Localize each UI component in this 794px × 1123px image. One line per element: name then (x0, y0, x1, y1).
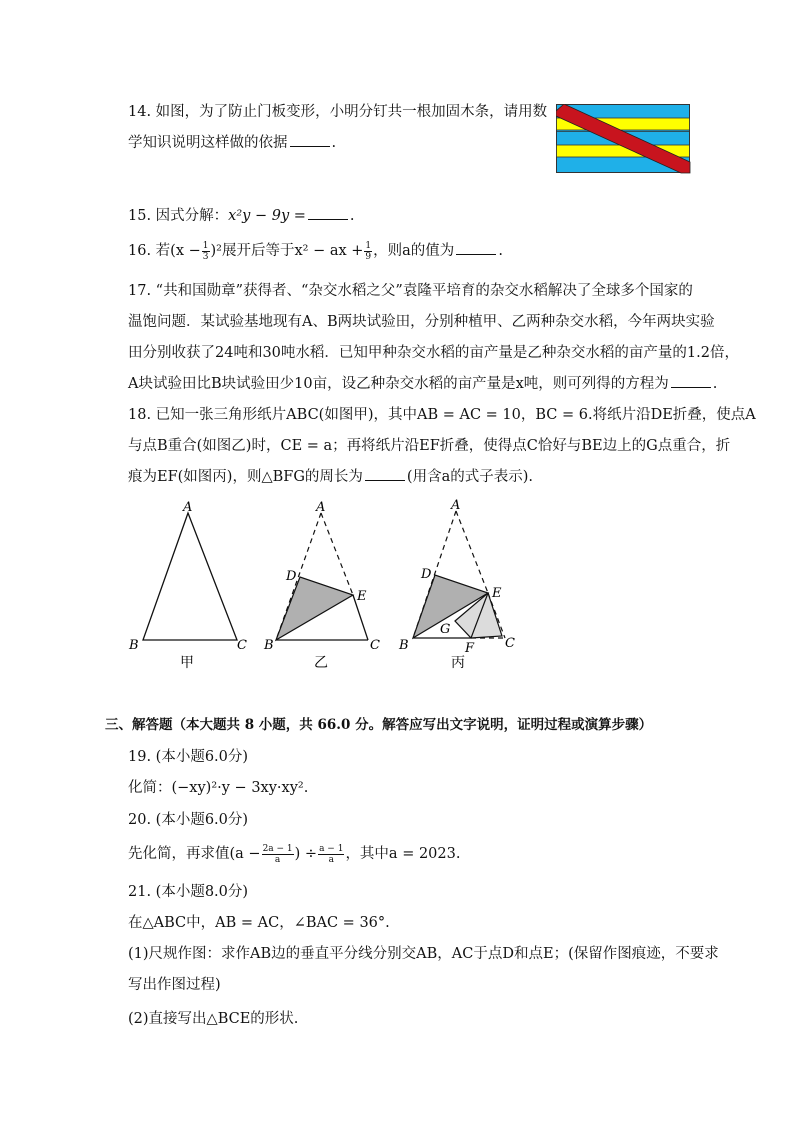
section-3-title: 三、解答题（本大题共 8 小题，共 66.0 分。解答应写出文字说明，证明过程或演算步骤） (105, 717, 653, 733)
q17-line4: A块试验田比B块试验田少10亩，设乙种杂交水稻的亩产量是x吨，则可列得的方程为 . (128, 373, 717, 395)
label-G: G (440, 622, 451, 637)
q20-fraction-1: $\frac{2a - 1}{a}$ (262, 843, 293, 865)
figure-bing (393, 493, 528, 675)
q17-line3: 田分别收获了24吨和30吨水稻．已知甲种杂交水稻的亩产量是乙种杂交水稻的亩产量的1.2倍， (128, 345, 739, 361)
door-board-figure (556, 104, 691, 174)
label-A: A (183, 500, 193, 515)
label-B: B (399, 638, 409, 653)
q20-head: 20. (本小题6.0分) (128, 812, 249, 828)
q14-line1: 14. 如图，为了防止门板变形，小明分钉共一根加固木条，请用数 (128, 104, 548, 120)
caption-yi: 乙 (314, 655, 328, 671)
label-C: C (237, 638, 247, 653)
label-B: B (264, 638, 274, 653)
q21-line3: 写出作图过程) (128, 977, 221, 993)
q16-answer-blank (456, 240, 496, 255)
label-A: A (316, 500, 326, 515)
label-B: B (129, 638, 139, 653)
q17-answer-blank (671, 373, 711, 388)
q16: 16. 若(x − $\frac{1}{3}$ )²展开后等于x² − ax + $\frac{1}{9}$ ，则a的值为 . (128, 240, 503, 262)
q16-fraction-2: $\frac{1}{9}$ (365, 240, 372, 262)
q15-answer-blank (308, 205, 348, 220)
caption-bing: 丙 (451, 655, 465, 671)
q20-fraction-2: $\frac{a - 1}{a}$ (319, 843, 344, 865)
label-E: E (492, 586, 502, 601)
q17-line2: 温饱问题．某试验基地现有A、B两块试验田，分别种植甲、乙两种杂交水稻，今年两块实验 (128, 314, 715, 330)
label-A: A (451, 498, 461, 513)
figure-yi (258, 495, 393, 675)
q21-line1: 在△ABC中，AB = AC，∠BAC = 36°. (128, 915, 390, 931)
q21-head: 21. (本小题8.0分) (128, 884, 249, 900)
label-D: D (421, 567, 432, 582)
figure-jia (125, 495, 260, 675)
q20-body: 先化简，再求值(a − $\frac{2a - 1}{a}$ ) ÷ $\frac{a - 1}{a}$ ，其中a = 2023. (128, 843, 461, 865)
q19-head: 19. (本小题6.0分) (128, 749, 249, 765)
label-F: F (465, 641, 475, 656)
q18-line1: 18. 已知一张三角形纸片ABC(如图甲)，其中AB = AC = 10，BC = 6.将纸片沿DE折叠，使点A (128, 407, 756, 423)
label-C: C (370, 638, 380, 653)
caption-jia: 甲 (180, 655, 194, 671)
q15: 15. 因式分解：x²y − 9y = . (128, 205, 355, 227)
label-E: E (357, 589, 367, 604)
q19-body: 化简：(−xy)²·y − 3xy·xy². (128, 780, 309, 796)
q18-line3: 痕为EF(如图丙)，则△BFG的周长为 (用含a的式子表示). (128, 466, 533, 488)
q18-line2: 与点B重合(如图乙)时，CE = a；再将纸片沿EF折叠，使得点C恰好与BE边上的G点重合，折 (128, 438, 731, 454)
q16-fraction-1: $\frac{1}{3}$ (202, 240, 209, 262)
q14-line2: 学知识说明这样做的依据 . (128, 132, 336, 154)
q18-answer-blank (365, 466, 405, 481)
q21-line2: (1)尺规作图：求作AB边的垂直平分线分别交AB，AC于点D和点E；(保留作图痕迹，不要求 (128, 946, 719, 962)
label-D: D (286, 569, 297, 584)
label-C: C (505, 636, 515, 651)
q17-line1: 17. “共和国勋章”获得者、“杂交水稻之父”袁隆平培育的杂交水稻解决了全球多个国家的 (128, 283, 693, 299)
q14-answer-blank (290, 132, 330, 147)
q21-line4: (2)直接写出△BCE的形状. (128, 1011, 299, 1027)
